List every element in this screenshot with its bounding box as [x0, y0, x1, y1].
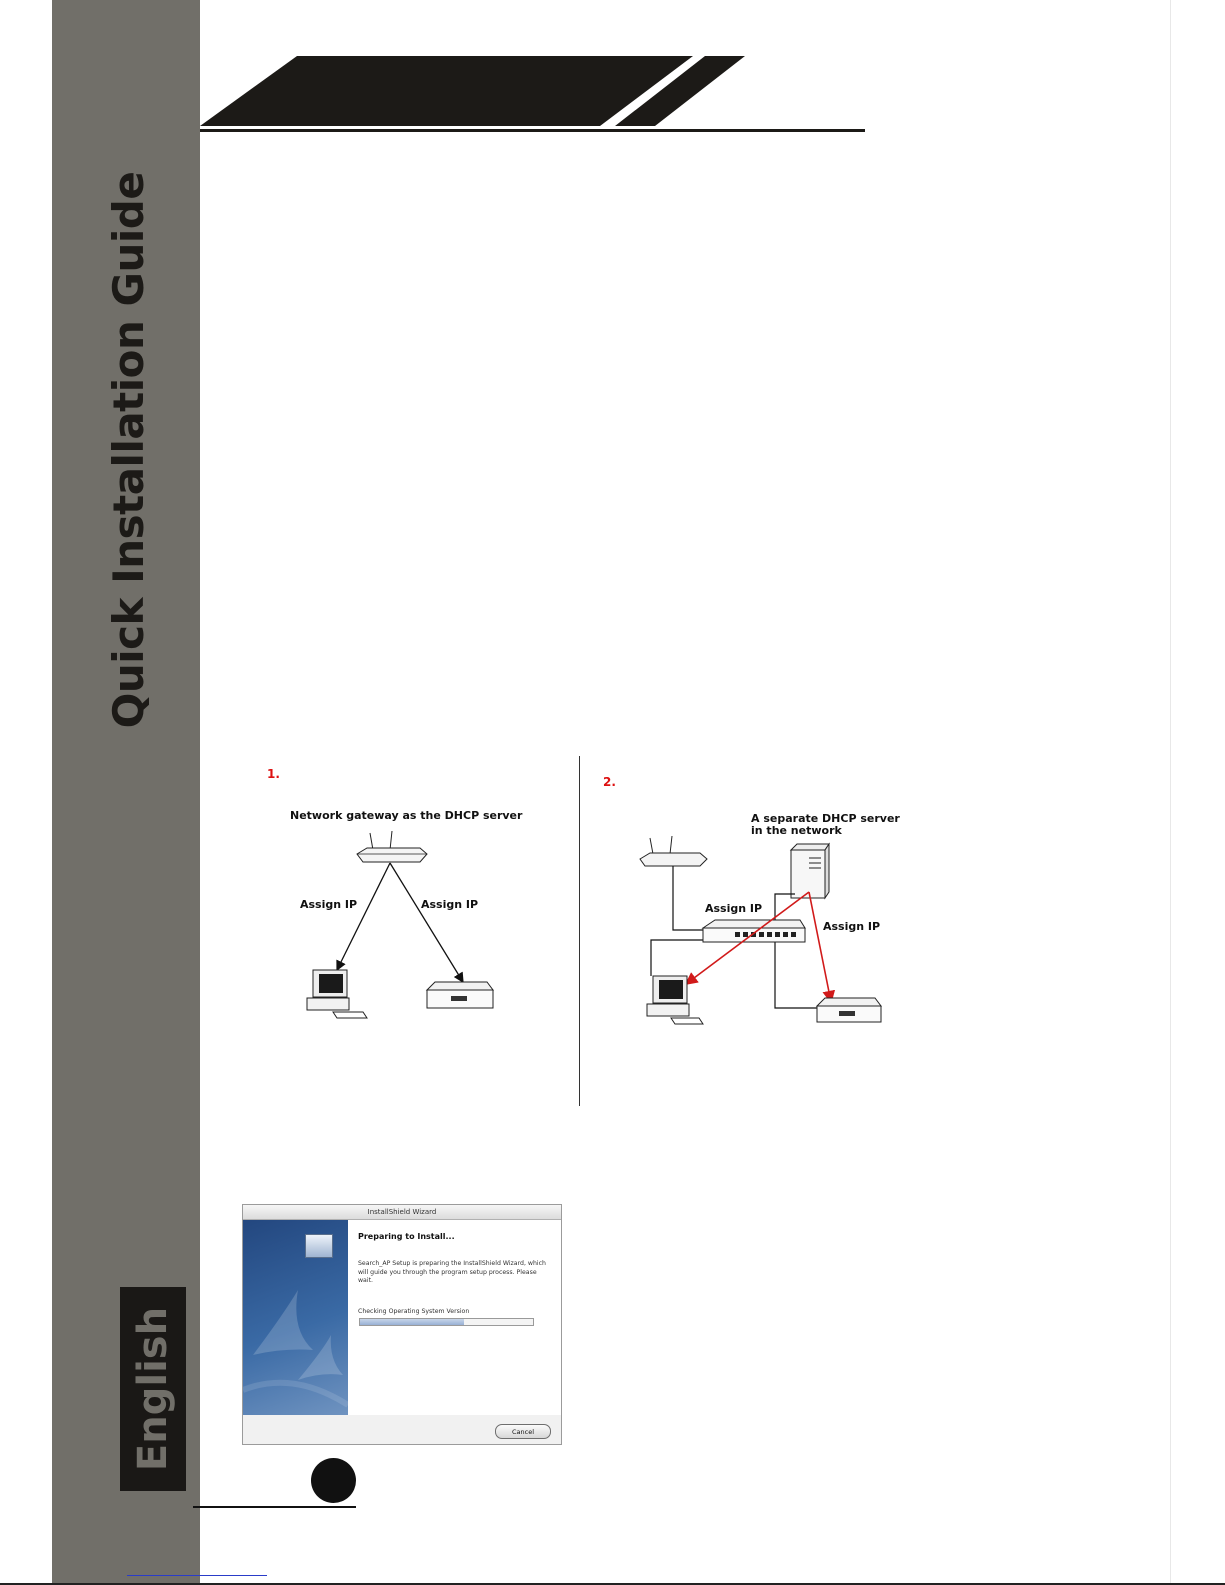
- guide-title: Quick Installation Guide: [103, 171, 153, 729]
- footer-rule: [193, 1506, 356, 1508]
- network-switch-icon: [703, 920, 805, 942]
- banner-main-band: [200, 56, 693, 126]
- diagram-gateway-dhcp: [255, 760, 555, 1030]
- column-divider: [579, 756, 580, 1106]
- diagram1-left-label: Assign IP: [300, 898, 358, 911]
- diagram2-server-label: Assign IP: [823, 920, 881, 933]
- wizard-progress-bar: [359, 1318, 534, 1326]
- diagram1-right-label: Assign IP: [421, 898, 479, 911]
- wizard-status-text: Checking Operating System Version: [358, 1308, 470, 1315]
- cancel-button[interactable]: Cancel: [495, 1424, 551, 1439]
- diagram2-switch-label: Assign IP: [705, 902, 763, 915]
- language-tab-label: English: [130, 1306, 176, 1472]
- installshield-wizard-window: [242, 1204, 562, 1445]
- wizard-description: Search_AP Setup is preparing the InstallShield Wizard, which will guide you through the program setup process. Please wait.: [358, 1260, 546, 1284]
- banner-underline: [200, 129, 865, 132]
- diagram2-title-line1: A separate DHCP server: [751, 812, 900, 825]
- language-tab: [120, 1287, 186, 1491]
- network-device-icon: [817, 998, 881, 1022]
- wizard-titlebar: InstallShield Wizard: [243, 1205, 561, 1220]
- diagram-separate-dhcp: [595, 768, 905, 1043]
- dhcp-server-icon: [791, 844, 829, 898]
- network-device-icon: [427, 982, 493, 1008]
- diagram1-number: 1.: [267, 767, 280, 781]
- diagram2-title-line2: in the network: [751, 824, 842, 837]
- bottom-link-underline[interactable]: [127, 1575, 267, 1576]
- diagram1-title: Network gateway as the DHCP server: [290, 809, 523, 822]
- diagram2-number: 2.: [603, 775, 616, 789]
- page-edge: [1170, 0, 1171, 1585]
- router-icon: [640, 836, 707, 866]
- installshield-icon: [305, 1234, 333, 1258]
- page-number-dot: [311, 1458, 356, 1503]
- header-banner: [200, 56, 865, 136]
- wizard-heading: Preparing to Install...: [358, 1232, 455, 1241]
- computer-icon: [307, 970, 367, 1018]
- router-icon: [357, 831, 427, 862]
- wizard-progress-fill: [360, 1319, 464, 1325]
- wizard-body: [243, 1220, 561, 1415]
- computer-icon: [647, 976, 703, 1024]
